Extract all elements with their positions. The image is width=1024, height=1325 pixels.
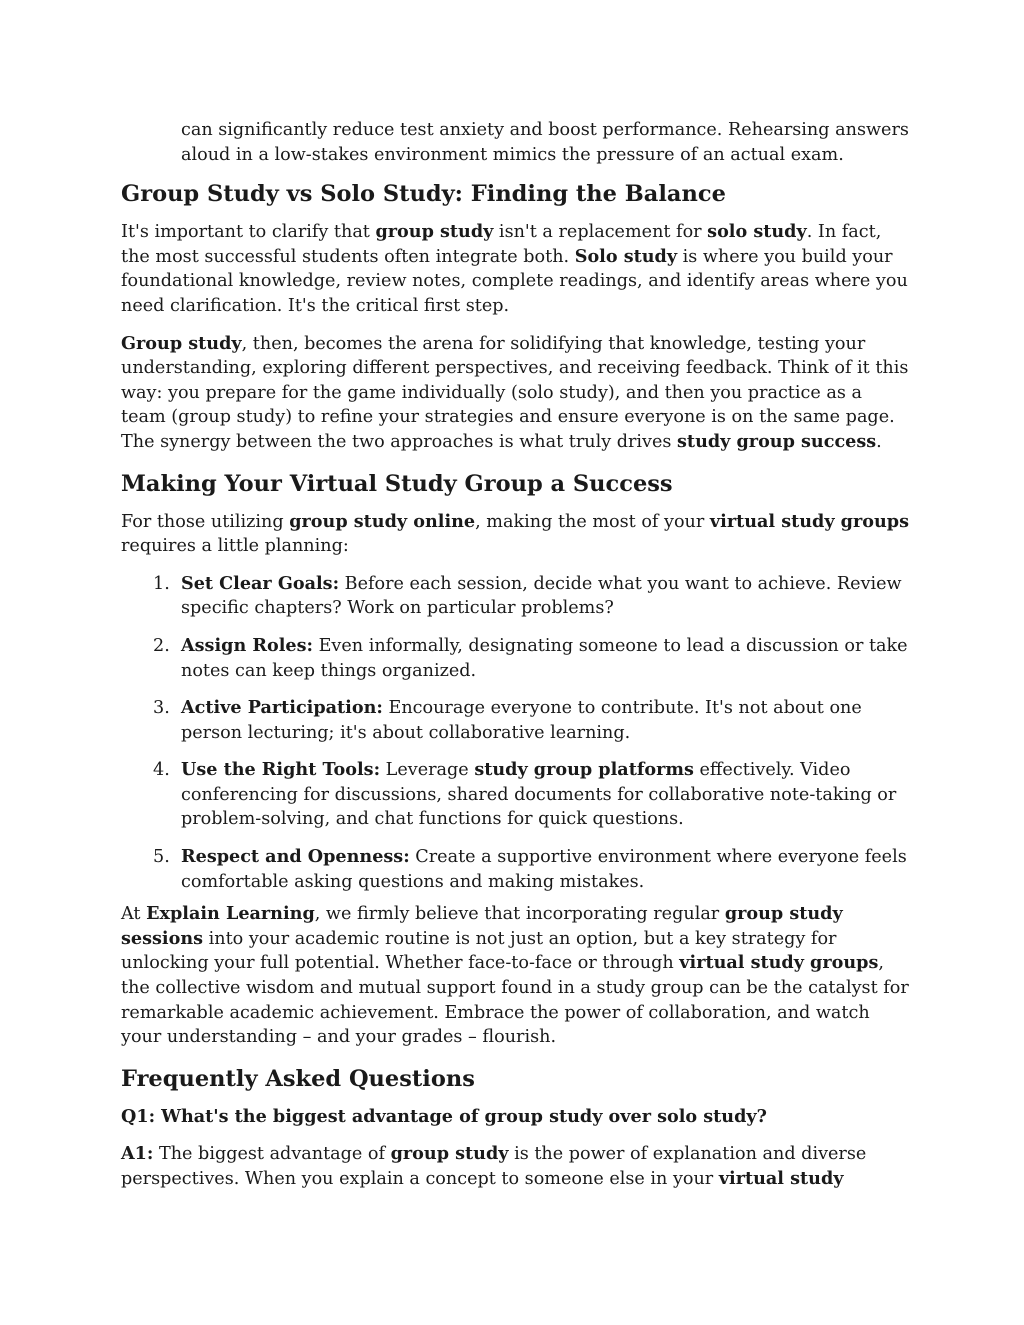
text-run: . In fact, the most successful students often integrate both. <box>121 222 882 267</box>
text-run: isn't a replacement for <box>493 222 708 243</box>
list-item-label: Use the Right Tools: <box>181 759 381 781</box>
list-item-label: Set Clear Goals: <box>181 572 340 594</box>
text-run: The biggest advantage of <box>153 1144 391 1165</box>
bold-run: virtual study groups <box>709 510 909 532</box>
section-heading-faq: Frequently Asked Questions <box>121 1065 475 1092</box>
text-run: , making the most of your <box>475 511 710 532</box>
text-run: is where you build your foundational knowledge, review notes, complete readings, and identify areas where you need clarification. It's the critical first step. <box>121 246 908 316</box>
list-item-text: Before each session, decide what you want to achieve. Review specific chapters? Work on particular problems? <box>181 573 902 619</box>
paragraph-explain-learning <box>121 902 911 1050</box>
text-run: For those utilizing <box>121 511 290 532</box>
list-item-text: Leverage <box>380 760 475 781</box>
list-number: 4. <box>153 760 170 781</box>
text-run: , the collective wisdom and mutual support found in a study group can be the catalyst for remarkable academic achievement. Embrace the power of collaboration, and watch your understanding – and your grades – flourish. <box>121 953 909 1048</box>
text-run: It's important to clarify that <box>121 222 376 243</box>
bold-run: group study <box>390 1143 509 1165</box>
bold-run: group study online <box>289 510 476 532</box>
bold-run: study group platforms <box>474 759 694 781</box>
list-item <box>121 845 911 894</box>
text-run: is the power of explanation and diverse perspectives. When you explain a concept to someone else in your <box>121 1144 867 1189</box>
bold-run: group study <box>375 221 494 243</box>
text-run: . <box>876 431 882 452</box>
tips-list <box>121 572 911 895</box>
list-item <box>121 696 911 745</box>
bold-run: solo study <box>707 221 807 243</box>
list-number: 2. <box>153 635 170 656</box>
bold-run: study group success <box>677 430 877 452</box>
bold-run: virtual study groups <box>679 952 879 974</box>
list-item-label: Assign Roles: <box>181 634 313 656</box>
faq-question-1: Q1: What's the biggest advantage of group study over solo study? <box>121 1105 767 1127</box>
bold-run: Group study <box>121 332 242 354</box>
bold-run: Solo study <box>574 245 678 267</box>
list-number: 3. <box>153 698 170 719</box>
answer-label: A1: <box>121 1143 154 1165</box>
list-item-label: Active Participation: <box>181 697 383 719</box>
text-run: requires a little planning: <box>121 536 349 557</box>
text-run: into your academic routine is not just an option, but a key strategy for unlocking your full potential. Whether face-to-face or through <box>121 928 837 974</box>
section-heading-virtual-group: Making Your Virtual Study Group a Success <box>121 470 673 497</box>
paragraph-group-vs-solo <box>121 220 911 318</box>
list-item-text: Even informally, designating someone to lead a discussion or take notes can keep things organized. <box>181 635 908 681</box>
list-item <box>121 572 911 621</box>
list-item-label: Respect and Openness: <box>181 846 410 868</box>
bold-run: group study sessions <box>121 903 843 949</box>
list-number: 1. <box>153 573 170 594</box>
faq-answer-1 <box>121 1142 911 1191</box>
text-run: , then, becomes the arena for solidifying that knowledge, testing your understanding, exploring different perspectives, and receiving feedback. Think of it this way: you prepare for the game individually (solo study), and then you practice as a team (group study) to refine your strategies and ensure everyone is on the same page. The synergy between the two approaches is what truly drives <box>121 333 909 452</box>
list-item <box>121 758 911 832</box>
list-item-text: Encourage everyone to contribute. It's not about one person lecturing; it's about collaborative learning. <box>181 698 862 743</box>
list-item-text: Create a supportive environment where everyone feels comfortable asking questions and making mistakes. <box>181 847 907 892</box>
paragraph-group-study-arena <box>121 332 911 455</box>
bold-run: virtual study <box>718 1168 844 1189</box>
text-run: , we firmly believe that incorporating regular <box>314 904 725 925</box>
text-run: At <box>121 904 147 925</box>
document-page <box>121 118 911 1192</box>
intro-continuation: can significantly reduce test anxiety and boost performance. Rehearsing answers aloud in a low-stakes environment mimics the pressure of an actual exam. <box>181 120 909 165</box>
list-item <box>121 634 911 683</box>
list-item-text: effectively. Video conferencing for discussions, shared documents for collaborative note-taking or problem-solving, and chat functions for quick questions. <box>181 760 897 830</box>
bold-run: Explain Learning <box>146 903 315 925</box>
list-number: 5. <box>153 847 170 868</box>
section-heading-balance: Group Study vs Solo Study: Finding the Balance <box>121 181 726 208</box>
paragraph-virtual-intro <box>121 510 911 559</box>
